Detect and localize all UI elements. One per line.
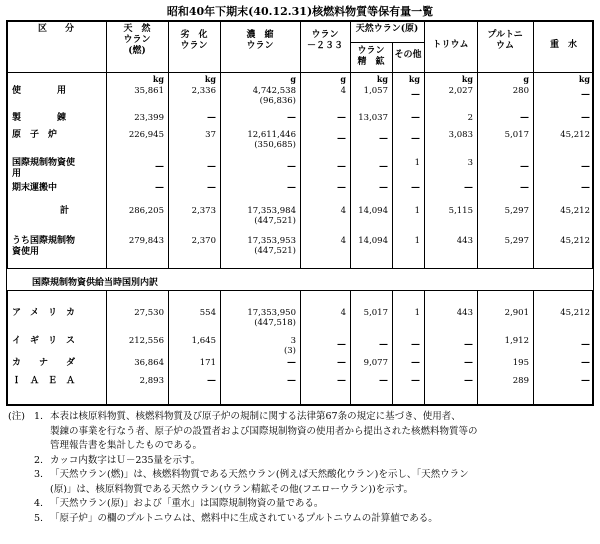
header-thorium: トリウム xyxy=(432,40,469,50)
unit-label: kg xyxy=(461,74,473,84)
value-cell: 1 xyxy=(414,206,420,216)
value-cell: 1 xyxy=(414,308,420,318)
empty-cell: — xyxy=(379,340,388,350)
empty-cell: — xyxy=(379,183,388,193)
note-text: 「原子炉」の欄のプルトニウムは、燃料中に生成されているプルトニウムの計算値である。 xyxy=(50,512,438,524)
value-cell: 212,556 xyxy=(128,336,164,346)
header-divider xyxy=(350,42,424,43)
empty-cell: — xyxy=(287,113,296,123)
empty-cell: — xyxy=(337,340,346,350)
empty-cell: — xyxy=(379,376,388,386)
unit-label: kg xyxy=(204,74,216,84)
unit-label: g xyxy=(523,74,529,84)
value-cell: 14,094 xyxy=(358,206,388,216)
header-natural-u-raw: 天然ウラン(原) xyxy=(355,24,419,34)
value-cell: 1,057 xyxy=(363,86,388,96)
empty-cell: — xyxy=(287,183,296,193)
section-divider xyxy=(6,290,594,291)
empty-cell: — xyxy=(581,340,590,350)
value-cell: 5,115 xyxy=(448,206,473,216)
value-cell: 45,212 xyxy=(560,236,590,246)
note-text: 本表は核原料物質、核燃料物質及び原子炉の規制に関する法律第67条の規定に基づき、使用者、 製錬の事業を行なう者、原子炉の設置者および国際規制物資の使用者から提出された核燃料物質等の 管理報告書を集計したものである。 xyxy=(50,411,478,451)
value-cell: 17,353,950 (447,518) xyxy=(247,308,296,328)
value-cell: 9,077 xyxy=(363,358,388,368)
empty-cell: — xyxy=(155,183,164,193)
unit-label: g xyxy=(340,74,346,84)
value-cell: 5,017 xyxy=(504,130,529,140)
value-cell: 171 xyxy=(199,358,216,368)
empty-cell: — xyxy=(464,183,473,193)
empty-cell: — xyxy=(337,183,346,193)
empty-cell: — xyxy=(581,183,590,193)
value-cell: 27,530 xyxy=(134,308,164,318)
value-cell: 4 xyxy=(340,236,346,246)
table-title: 昭和40年下期末(40.12.31)核燃料物質等保有量一覧 xyxy=(166,5,434,18)
row-label: 期末運搬中 xyxy=(12,183,58,193)
note-text: 「天然ウラン(燃)」は、核燃料物質である天然ウラン(例えば天然酸化ウラン)を示し、「天然ウラン (原)」は、核原料物質である天然ウラン(ウラン精鉱その他(フエローウラン))を示す。 xyxy=(50,469,469,495)
empty-cell: — xyxy=(379,134,388,144)
value-cell: 14,094 xyxy=(358,236,388,246)
empty-cell: — xyxy=(287,358,296,368)
row-label: 計 xyxy=(60,206,70,216)
header-heavy-water: 重 水 xyxy=(549,40,577,50)
value-cell: 1 xyxy=(414,236,420,246)
value-cell: 1,912 xyxy=(504,336,529,346)
value-cell: 286,205 xyxy=(128,206,164,216)
note-item xyxy=(8,497,594,512)
empty-cell: — xyxy=(464,376,473,386)
value-cell: 554 xyxy=(199,308,216,318)
value-cell: 37 xyxy=(205,130,216,140)
value-cell: 2,901 xyxy=(504,308,529,318)
breakdown-title: 国際規制物資供給当時国別内訳 xyxy=(32,278,159,288)
header-category: 区 分 xyxy=(37,24,74,34)
value-cell: 280 xyxy=(512,86,529,96)
value-cell: 279,843 xyxy=(128,236,164,246)
value-cell: 3,083 xyxy=(448,130,473,140)
row-label: うち国際規制物 資使用 xyxy=(12,236,76,257)
note-number: 5. xyxy=(34,512,44,524)
value-cell: 5,297 xyxy=(504,236,529,246)
value-cell: 36,864 xyxy=(134,358,164,368)
note-item xyxy=(8,512,594,527)
empty-cell: — xyxy=(520,162,529,172)
value-cell: 195 xyxy=(512,358,529,368)
row-label: 製 錬 xyxy=(12,113,67,123)
empty-cell: — xyxy=(207,162,216,172)
value-cell: 2,336 xyxy=(191,86,216,96)
empty-cell: — xyxy=(207,113,216,123)
unit-label: g xyxy=(290,74,296,84)
note-text: カッコ内数字はＵ－235量を示す。 xyxy=(50,454,201,466)
empty-cell: — xyxy=(581,358,590,368)
note-item xyxy=(8,454,594,469)
empty-cell: — xyxy=(520,113,529,123)
value-cell: 2,370 xyxy=(191,236,216,246)
value-cell: 443 xyxy=(456,308,473,318)
value-cell: 35,861 xyxy=(134,86,164,96)
row-label: 使 用 xyxy=(12,86,67,96)
empty-cell: — xyxy=(581,90,590,100)
unit-label: kg xyxy=(408,74,420,84)
empty-cell: — xyxy=(411,90,420,100)
empty-cell: — xyxy=(411,358,420,368)
value-cell: 3 (3) xyxy=(283,336,296,356)
empty-cell: — xyxy=(411,183,420,193)
empty-cell: — xyxy=(581,113,590,123)
unit-label: kg xyxy=(578,74,590,84)
empty-cell: — xyxy=(411,113,420,123)
row-label: ア メ リ カ xyxy=(12,308,76,318)
value-cell: 4 xyxy=(340,206,346,216)
value-cell: 23,399 xyxy=(134,113,164,123)
row-label: Ｉ Ａ Ｅ Ａ xyxy=(12,376,76,386)
empty-cell: — xyxy=(337,113,346,123)
note-item xyxy=(8,468,594,497)
value-cell: 2 xyxy=(467,113,473,123)
row-label: カ ナ ダ xyxy=(12,358,76,368)
header-natural-u: 天 然 ウラン (燃) xyxy=(123,24,151,56)
empty-cell: — xyxy=(411,134,420,144)
empty-cell: — xyxy=(337,134,346,144)
empty-cell: — xyxy=(464,358,473,368)
row-label: 国際規制物資使 用 xyxy=(12,158,76,179)
value-cell: 1 xyxy=(414,158,420,168)
row-label: イ ギ リ ス xyxy=(12,336,76,346)
empty-cell: — xyxy=(581,162,590,172)
empty-cell: — xyxy=(520,183,529,193)
value-cell: 3 xyxy=(467,158,473,168)
header-divider xyxy=(6,72,594,73)
unit-label: kg xyxy=(152,74,164,84)
value-cell: 5,297 xyxy=(504,206,529,216)
header-depleted-u: 劣 化 ウラン xyxy=(180,30,208,51)
value-cell: 17,353,984 (447,521) xyxy=(247,206,296,226)
note-number: 1. xyxy=(34,411,44,422)
empty-cell: — xyxy=(207,183,216,193)
empty-cell: — xyxy=(411,376,420,386)
empty-cell: — xyxy=(287,162,296,172)
note-text: 「天然ウラン(原)」および「重水」は国際規制物資の量である。 xyxy=(50,498,324,509)
empty-cell: — xyxy=(337,376,346,386)
value-cell: 13,037 xyxy=(358,113,388,123)
empty-cell: — xyxy=(411,340,420,350)
value-cell: 2,373 xyxy=(191,206,216,216)
notes xyxy=(8,410,594,526)
header-u-ore: ウラン 精 鉱 xyxy=(357,46,385,67)
value-cell: 443 xyxy=(456,236,473,246)
value-cell: 289 xyxy=(512,376,529,386)
note-number: 4. xyxy=(34,498,44,509)
value-cell: 45,212 xyxy=(560,308,590,318)
unit-label: kg xyxy=(376,74,388,84)
empty-cell: — xyxy=(337,162,346,172)
empty-cell: — xyxy=(155,162,164,172)
value-cell: 45,212 xyxy=(560,206,590,216)
row-label: 原 子 炉 xyxy=(12,130,58,140)
value-cell: 1,645 xyxy=(191,336,216,346)
empty-cell: — xyxy=(337,358,346,368)
value-cell: 226,945 xyxy=(128,130,164,140)
header-u233: ウラン －２３３ xyxy=(306,30,343,51)
header-plutonium: プルトニ ウム xyxy=(487,30,523,51)
header-enriched-u: 濃 縮 ウラン xyxy=(246,30,274,51)
note-item xyxy=(8,410,594,454)
header-other: その他 xyxy=(394,50,422,60)
value-cell: 4,742,538 (96,836) xyxy=(252,86,296,106)
value-cell: 4 xyxy=(340,86,346,96)
value-cell: 5,017 xyxy=(363,308,388,318)
value-cell: 17,353,953 (447,521) xyxy=(247,236,296,256)
empty-cell: — xyxy=(464,340,473,350)
note-number: 3. xyxy=(34,469,44,480)
notes-label: (注) xyxy=(8,411,25,422)
empty-cell: — xyxy=(287,376,296,386)
note-number: 2. xyxy=(34,454,44,466)
value-cell: 45,212 xyxy=(560,130,590,140)
value-cell: 2,893 xyxy=(139,376,164,386)
value-cell: 2,027 xyxy=(448,86,473,96)
empty-cell: — xyxy=(581,376,590,386)
empty-cell: — xyxy=(379,162,388,172)
value-cell: 4 xyxy=(340,308,346,318)
empty-cell: — xyxy=(207,376,216,386)
value-cell: 12,611,446 (350,685) xyxy=(247,130,296,150)
